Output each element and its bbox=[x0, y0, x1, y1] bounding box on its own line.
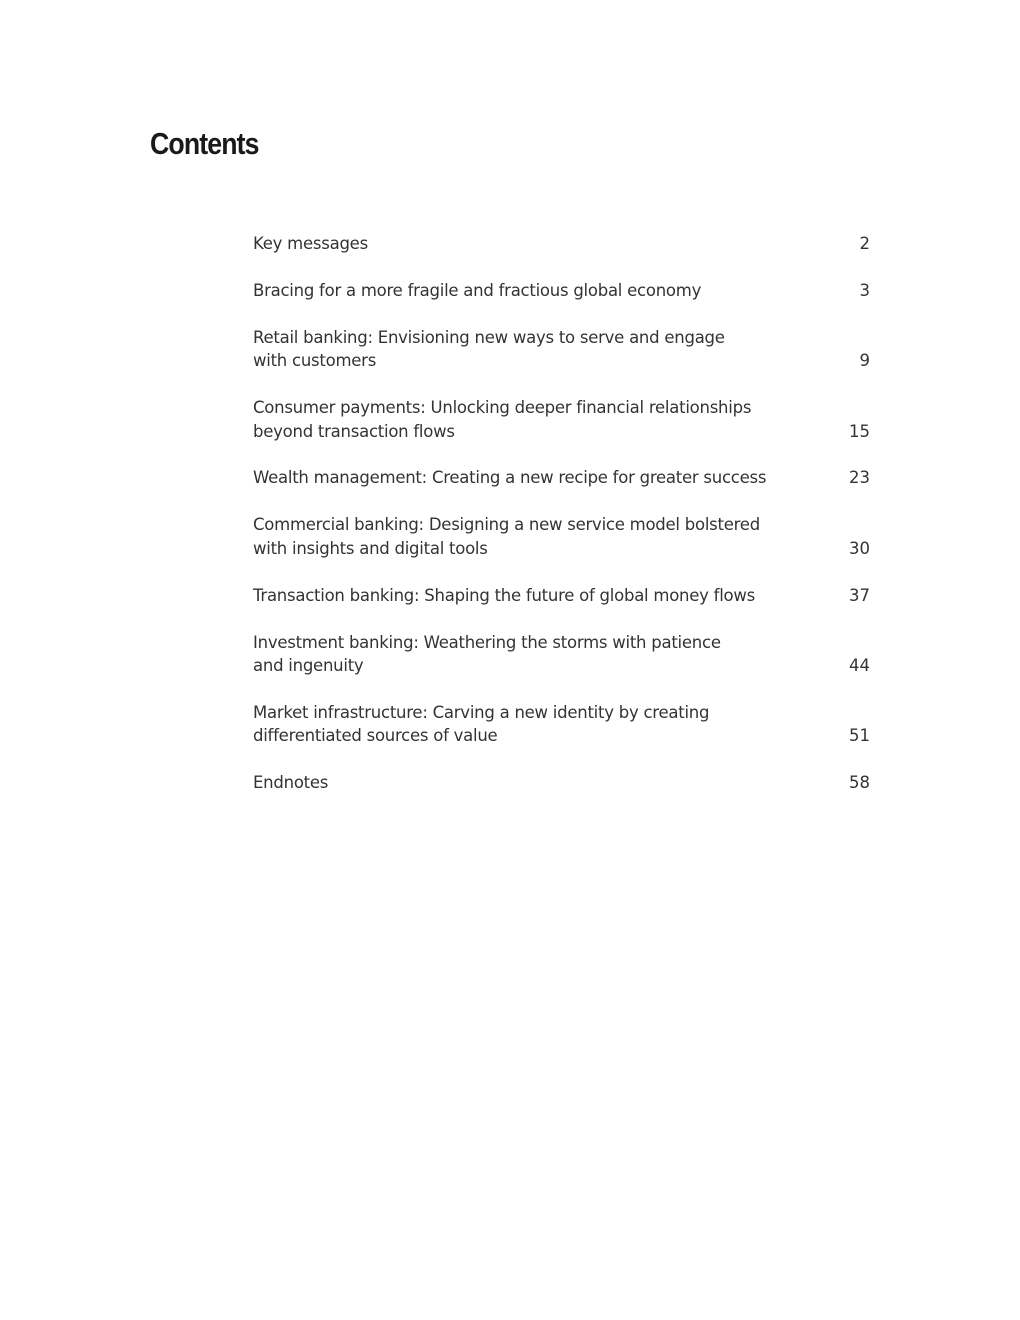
toc-entry-label: Market infrastructure: Carving a new identity by creating differentiated sources of value bbox=[253, 702, 710, 746]
toc-entry-retail-banking[interactable] bbox=[253, 326, 870, 373]
toc-entry-market-infrastructure[interactable] bbox=[253, 701, 870, 748]
toc-entry-label: Commercial banking: Designing a new service model bolstered with insights and digital tools bbox=[253, 515, 760, 558]
toc-entry-label: Bracing for a more fragile and fractious global economy bbox=[253, 280, 702, 300]
toc-entry-endnotes[interactable] bbox=[253, 771, 870, 794]
toc-entry-investment-banking[interactable] bbox=[253, 631, 870, 678]
toc-entry-page-number: 2 bbox=[859, 234, 870, 253]
page-title: Contents bbox=[150, 126, 259, 161]
toc-entry-label: Wealth management: Creating a new recipe for greater success bbox=[253, 468, 767, 488]
toc-entry-transaction-banking[interactable] bbox=[253, 584, 870, 607]
toc-entry-page-number: 23 bbox=[849, 468, 870, 488]
toc-entry-label: Consumer payments: Unlocking deeper financial relationships beyond transaction flows bbox=[253, 398, 752, 441]
toc-entry-global-economy[interactable] bbox=[253, 279, 870, 302]
toc-entry-label: Transaction banking: Shaping the future of global money flows bbox=[253, 585, 755, 605]
toc-entry-page-number: 3 bbox=[859, 280, 870, 300]
table-of-contents bbox=[253, 232, 870, 818]
toc-entry-page-number: 30 bbox=[849, 538, 870, 558]
toc-entry-page-number: 44 bbox=[849, 655, 870, 675]
toc-entry-key-messages[interactable] bbox=[253, 232, 870, 255]
toc-entry-page-number: 51 bbox=[849, 726, 870, 746]
toc-entry-label: Endnotes bbox=[253, 773, 329, 793]
toc-entry-label: Key messages bbox=[253, 234, 368, 253]
toc-entry-consumer-payments[interactable] bbox=[253, 396, 870, 443]
toc-entry-commercial-banking[interactable] bbox=[253, 513, 870, 560]
toc-entry-page-number: 37 bbox=[849, 585, 870, 605]
toc-entry-label: Investment banking: Weathering the storms with patience and ingenuity bbox=[253, 632, 721, 675]
toc-entry-page-number: 9 bbox=[859, 351, 870, 371]
toc-entry-page-number: 58 bbox=[849, 773, 870, 793]
toc-entry-label: Retail banking: Envisioning new ways to serve and engage with customers bbox=[253, 327, 725, 371]
toc-entry-wealth-management[interactable] bbox=[253, 466, 870, 489]
toc-entry-page-number: 15 bbox=[849, 421, 870, 441]
